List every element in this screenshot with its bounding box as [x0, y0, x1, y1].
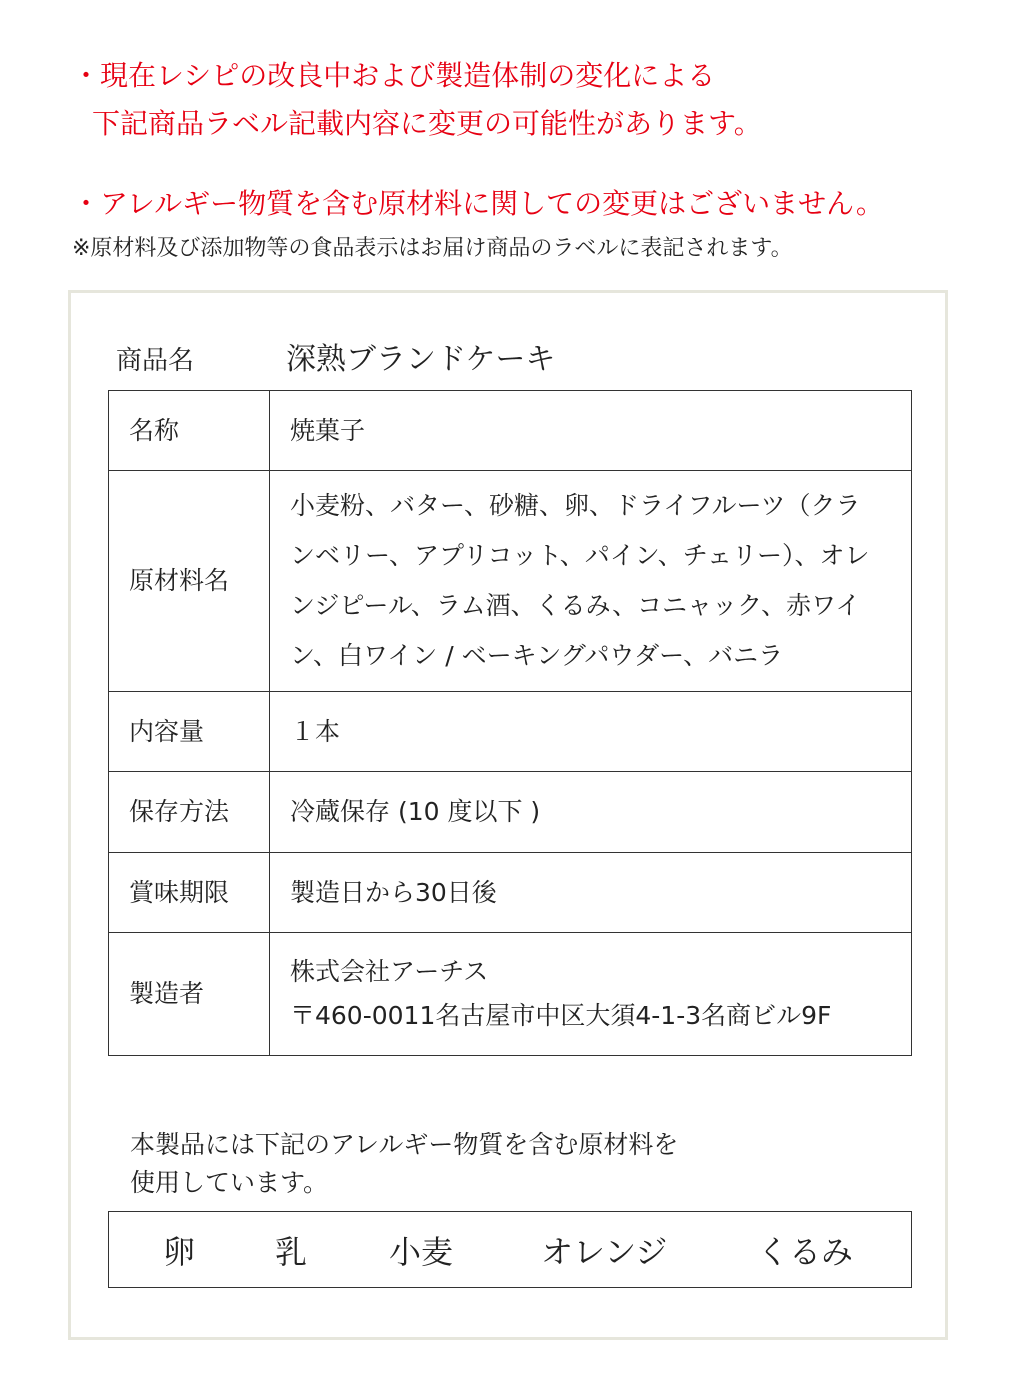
allergen-item: 小麦: [389, 1232, 454, 1271]
product-name-value: 深熟ブランドケーキ: [286, 342, 556, 377]
spec-table: [108, 390, 912, 1056]
notice-line: ・アレルギー物質を含む原材料に関しての変更はございません。: [72, 187, 884, 220]
spec-value: １本: [270, 692, 912, 772]
table-row: [109, 391, 912, 471]
notice-line: ・現在レシピの改良中および製造体制の変化による: [72, 59, 716, 92]
spec-value: [270, 933, 912, 1056]
ingredient-line: ンジピール、ラム酒、くるみ、コニャック、赤ワイ: [290, 591, 861, 620]
allergen-item: 卵: [163, 1232, 196, 1271]
product-name-label: 商品名: [116, 346, 195, 376]
allergen-item: くるみ: [757, 1232, 854, 1271]
spec-key: 名称: [109, 391, 270, 471]
manufacturer-line: 〒460-0011名古屋市中区大須4-1-3名商ビル9F: [290, 1001, 832, 1030]
allergy-statement-line: 使用しています。: [130, 1168, 329, 1197]
allergen-item: オレンジ: [541, 1232, 668, 1271]
allergy-statement: [130, 1126, 678, 1202]
allergy-statement-line: 本製品には下記のアレルギー物質を含む原材料を: [130, 1130, 679, 1159]
spec-value: 製造日から30日後: [270, 853, 912, 933]
spec-key: 原材料名: [109, 471, 270, 692]
spec-key: 賞味期限: [109, 853, 270, 933]
allergen-item: 乳: [275, 1232, 308, 1271]
spec-value: [270, 471, 912, 692]
notice-allergy: [72, 180, 884, 228]
spec-key: 製造者: [109, 933, 270, 1056]
product-name-row: [116, 340, 555, 380]
ingredient-line: ンベリー、アプリコット、パイン、チェリー）、オレ: [290, 541, 870, 570]
ingredient-line: ン、白ワイン / ベーキングパウダー、バニラ: [290, 641, 784, 670]
allergy-list: [108, 1211, 912, 1288]
spec-value: 焼菓子: [270, 391, 912, 471]
table-row: [109, 692, 912, 772]
spec-value: 冷蔵保存 (10 度以下 ): [270, 772, 912, 853]
manufacturer-line: 株式会社アーチス: [290, 957, 489, 986]
notice-line: 下記商品ラベル記載内容に変更の可能性があります。: [92, 107, 762, 140]
notice-recipe-change: [72, 52, 762, 148]
spec-key: 内容量: [109, 692, 270, 772]
table-row: [109, 933, 912, 1056]
table-row: [109, 853, 912, 933]
table-row: [109, 471, 912, 692]
table-row: [109, 772, 912, 853]
spec-key: 保存方法: [109, 772, 270, 853]
ingredient-line: 小麦粉、バター、砂糖、卵、ドライフルーツ（クラ: [290, 491, 861, 520]
label-note: ※原材料及び添加物等の食品表示はお届け商品のラベルに表記されます。: [72, 236, 793, 261]
